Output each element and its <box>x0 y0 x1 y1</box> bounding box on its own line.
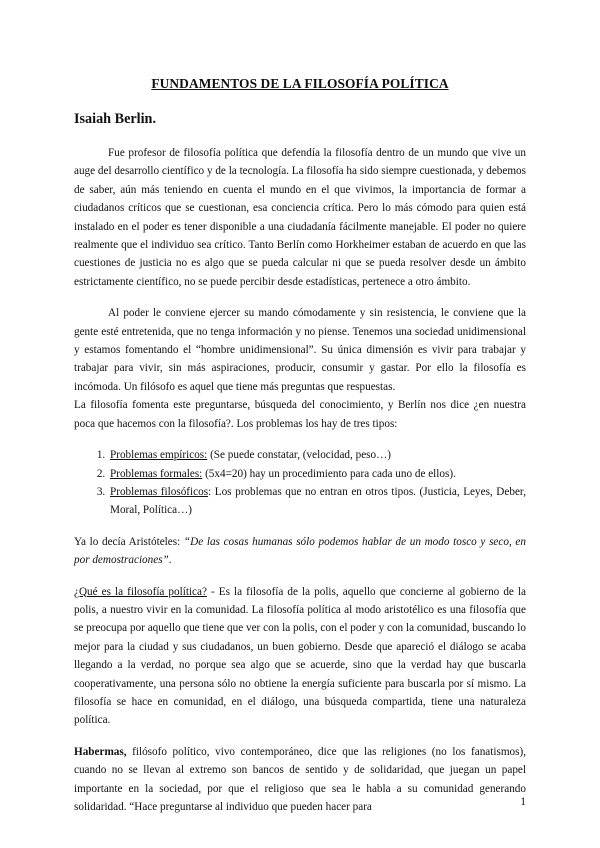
habermas-text: filósofo político, vivo contemporáneo, dice que las religiones (no los fanatismos), cuando no se llevan al extremo son bancos de sentido y de solidaridad, que juegan un papel importante en la sociedad, por que el religioso que sea le habla a su comunidad generando solidaridad. “Hace preguntarse al individuo que pueden hacer para <box>74 745 526 813</box>
document-title: FUNDAMENTOS DE LA FILOSOFÍA POLÍTICA <box>151 76 449 91</box>
paragraph-philosophy-questions: La filosofía fomenta este preguntarse, búsqueda del conocimiento, y Berlín nos dice ¿en nuestra poca que hacemos con la filosofía?. Los problemas los hay de tres tipos: <box>74 399 526 430</box>
list-item-description: : Los problemas que no entran en otros tipos. (Justicia, Leyes, Deber, Moral, Política…) <box>110 485 526 517</box>
paragraph-habermas <box>74 743 526 817</box>
paragraph-political-philosophy <box>74 583 526 730</box>
author-heading: Isaiah Berlin. <box>74 111 156 127</box>
document-body <box>74 144 526 816</box>
aristotle-quote: “De las cosas humanas sólo podemos hablar de un modo tosco y seco, en por demostraciones” <box>74 535 526 567</box>
list-item-term: Problemas empíricos: <box>110 449 208 462</box>
aristotle-lead: Ya lo decía Aristóteles: <box>74 535 184 548</box>
list-item <box>108 483 526 520</box>
list-item <box>108 465 526 483</box>
list-item <box>108 446 526 464</box>
habermas-name: Habermas, <box>74 745 127 758</box>
list-item-term: Problemas filosóficos <box>110 485 209 498</box>
list-item-term: Problemas formales: <box>110 467 203 480</box>
aristotle-end: . <box>168 554 172 567</box>
paragraph-aristotle <box>74 533 526 570</box>
problem-types-list <box>74 446 526 520</box>
section-question: ¿Qué es la filosofía política? <box>74 585 207 598</box>
paragraph-power: Al poder le conviene ejercer su mando cómodamente y sin resistencia, le conviene que la gente esté entretenida, que no tenga información y no piense. Tenemos una sociedad unidimensional y estamos fomentando el “hombre unidimensional”. Su única dimensión es vivir para trabajar y trabajar para vivir, sin más aspiraciones, producir, consumir y gastar. Por ello la filosofía es incómoda. Un filósofo es aquel que tiene más preguntas que respuestas. <box>74 307 526 393</box>
list-item-description: (Se puede constatar, (velocidad, peso…) <box>207 449 392 462</box>
paragraph-intro: Fue profesor de filosofía política que defendía la filosofía dentro de un mundo que vive un auge del desarrollo científico y de la tecnología. La filosofía ha sido siempre cuestionada, y debemos de saber, aún más teniendo en cuenta el mundo en el que vivimos, la importancia de formar a ciudadanos críticos que se cuestionan, esa conciencia crítica. Pero lo más cómodo para quien está instalado en el poder es tener disponible a una ciudadanía fácilmente manejable. El poder no quiere realmente que el individuo sea crítico. Tanto Berlín como Horkheimer estaban de acuerdo en que las cuestiones de justicia no es algo que se pueda calcular ni que se pueda resolver desde un ámbito estrictamente científico, no se puede percibir desde estadísticas, pertenece a otro ámbito. <box>74 147 527 288</box>
page-number: 1 <box>520 796 526 808</box>
list-item-description: (5x4=20) hay un procedimiento para cada uno de ellos). <box>202 467 456 480</box>
section-answer: - Es la filosofía de la polis, aquello que concierne al gobierno de la polis, a nuestro vivir en la comunidad. La filosofía política al modo aristotélico es una filosofía que se preocupa por aquello que tiene que ver con la polis, con el poder y con la comunidad, buscando lo mejor para la ciudad y sus ciudadanos, un buen gobierno. Desde que apareció el diálogo se acaba llegando a la verdad, no porque sea algo que se acuerde, sino que la verdad hay que buscarla cooperativamente, una persona sólo no obtiene la energía suficiente para buscarla por sí mismo. La filosofía se hace en comunidad, en el diálogo, una búsqueda compartida, tiene una naturaleza política. <box>74 585 526 727</box>
